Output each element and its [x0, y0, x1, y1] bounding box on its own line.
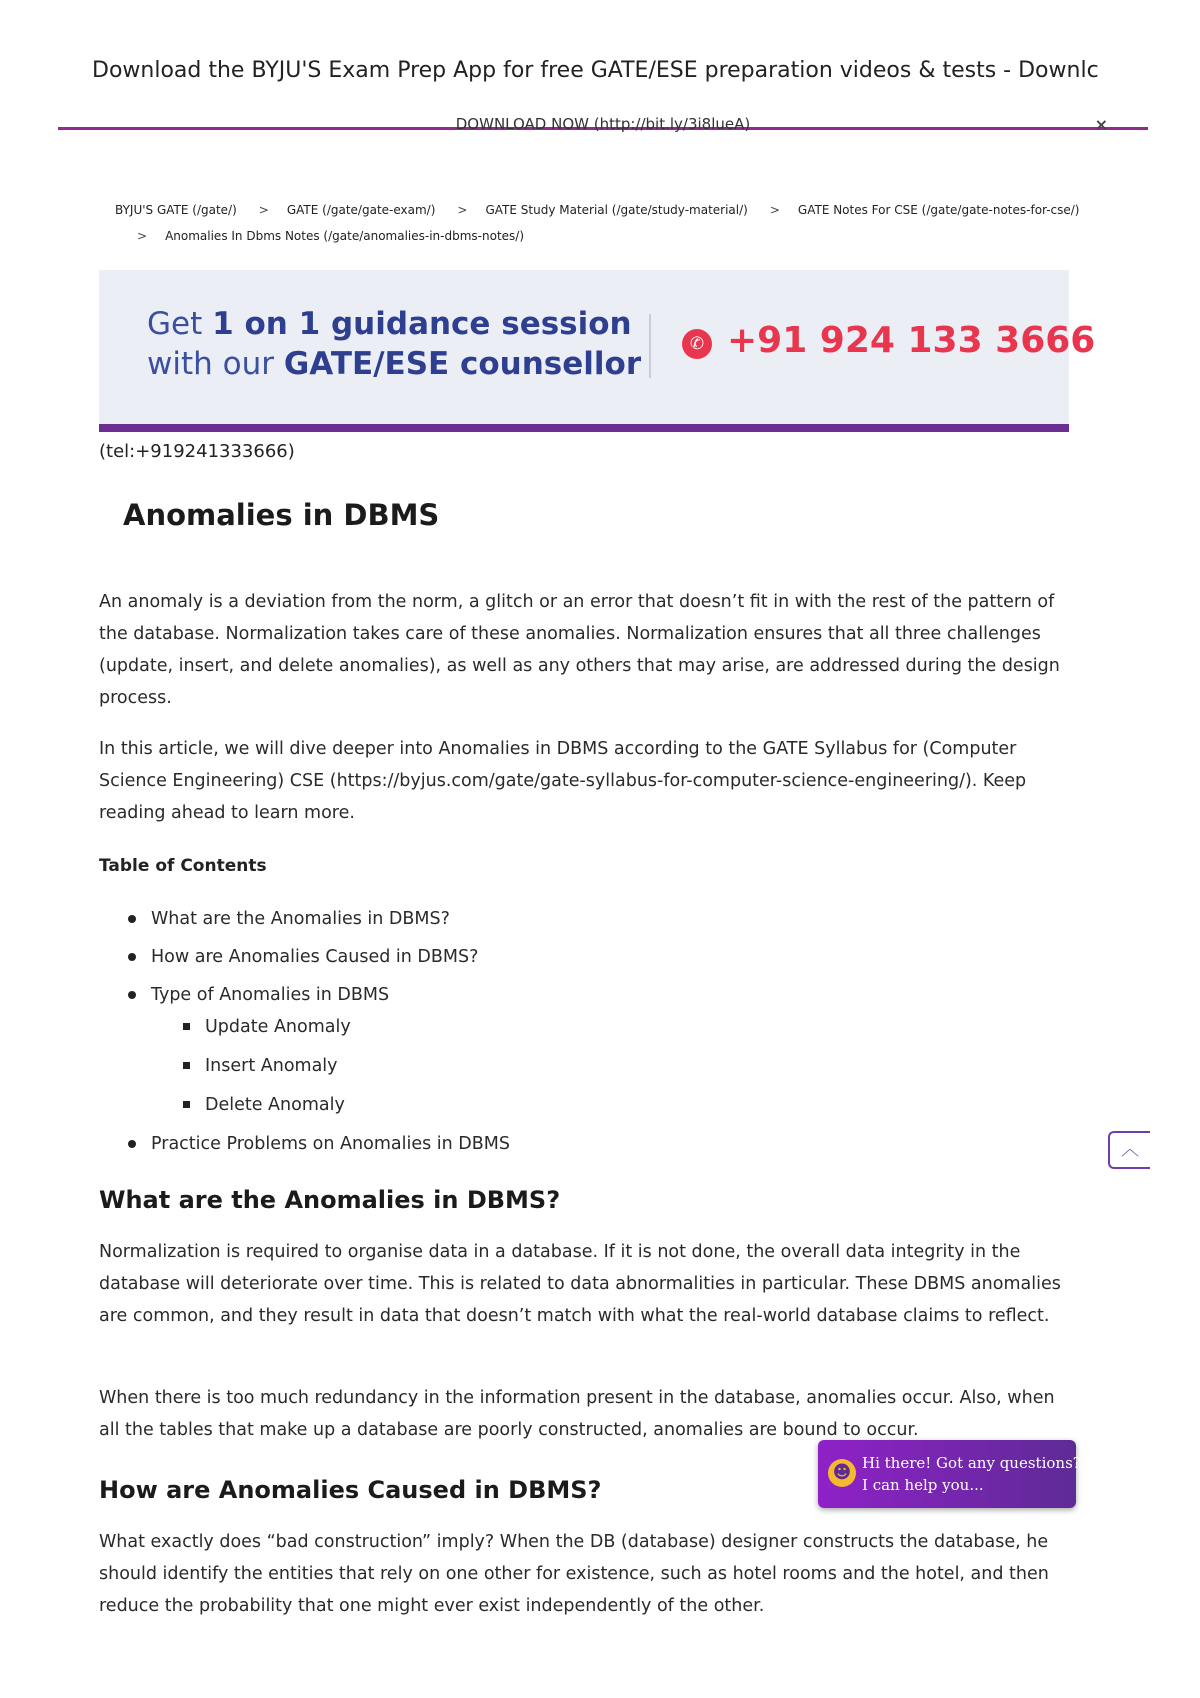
counsellor-promo-banner[interactable] — [99, 270, 1096, 432]
breadcrumb-item-gate-notes-cse[interactable]: GATE Notes For CSE (/gate/gate-notes-for-cse/) — [797, 203, 1080, 217]
promo-line-1-prefix: Get — [147, 306, 213, 342]
tel-link-text[interactable]: (tel:+919241333666) — [99, 441, 295, 462]
promo-line-2-prefix: with our — [147, 346, 284, 382]
promo-line-1 — [147, 306, 632, 342]
toc-item[interactable]: What are the Anomalies in DBMS? — [99, 906, 510, 944]
toc-subitem[interactable]: Delete Anomaly — [99, 1092, 510, 1131]
breadcrumb-separator: > — [769, 203, 780, 217]
breadcrumb-item-study-material[interactable]: GATE Study Material (/gate/study-material/) — [485, 203, 748, 217]
toc-title: Table of Contents — [99, 856, 267, 876]
chat-bot-icon: ☻ — [828, 1459, 856, 1487]
toc-subitem[interactable]: Update Anomaly — [99, 1014, 510, 1053]
promo-line-2-bold: GATE/ESE counsellor — [283, 346, 642, 382]
section-1-paragraph-2: When there is too much redundancy in the information present in the database, anomalies occur. Also, when all the tables that make up a database are poorly constructed, anomalies are bound to occur. — [99, 1388, 1055, 1440]
download-bar — [58, 115, 1148, 139]
section-1-paragraph-1: Normalization is required to organise data in a database. If it is not done, the overall data integrity in the database will deteriorate over time. This is related to data abnormalities in particular. These DBMS anomalies are common, and they result in data that doesn’t match with what the real-world database claims to reflect. — [99, 1242, 1061, 1326]
chat-greeting-line-2: I can help you... — [862, 1476, 984, 1494]
app-download-banner-text: Download the BYJU'S Exam Prep App for free GATE/ESE preparation videos & tests - Downlc — [92, 58, 1099, 83]
toc-item[interactable]: Practice Problems on Anomalies in DBMS — [99, 1131, 510, 1169]
promo-line-2 — [147, 346, 641, 382]
promo-divider — [649, 314, 651, 378]
breadcrumb — [115, 197, 1080, 249]
section-2-paragraph-1: What exactly does “bad construction” imply? When the DB (database) designer constructs the database, he should identify the entities that rely on one other for existence, such as hotel rooms and the hotel, and then reduce the probability that one might ever exist independently of the other. — [99, 1532, 1049, 1616]
toc-item[interactable]: How are Anomalies Caused in DBMS? — [99, 944, 510, 982]
chat-widget[interactable] — [818, 1440, 1081, 1508]
chat-greeting-line-1: Hi there! Got any questions? — [862, 1454, 1081, 1472]
promo-phone-number[interactable]: +91 924 133 3666 — [727, 320, 1096, 361]
breadcrumb-item-anomalies-notes[interactable]: Anomalies In Dbms Notes (/gate/anomalies-in-dbms-notes/) — [165, 229, 525, 243]
chevron-up-icon[interactable]: ︿ — [1108, 1131, 1150, 1169]
section-heading-how-caused: How are Anomalies Caused in DBMS? — [99, 1476, 602, 1504]
download-now-link[interactable]: DOWNLOAD NOW (http://bit.ly/3i8lueA) — [455, 115, 751, 133]
phone-icon: ✆ — [682, 329, 712, 359]
breadcrumb-item-gate[interactable]: GATE (/gate/gate-exam/) — [286, 203, 436, 217]
promo-line-1-bold: 1 on 1 guidance session — [212, 306, 632, 342]
breadcrumb-separator: > — [258, 203, 269, 217]
page-title: Anomalies in DBMS — [123, 498, 440, 532]
intro-paragraph-2: In this article, we will dive deeper into Anomalies in DBMS according to the GATE Syllabus for (Computer Science Engineering) CSE (https://byjus.com/gate/gate-syllabus-for-computer-science-engineering/). Keep reading ahead to learn more. — [99, 739, 1027, 823]
table-of-contents — [99, 906, 510, 1169]
toc-item[interactable]: Type of Anomalies in DBMS — [99, 982, 510, 1014]
breadcrumb-separator: > — [137, 229, 148, 243]
breadcrumb-item-byjus-gate[interactable]: BYJU'S GATE (/gate/) — [115, 203, 237, 217]
close-icon[interactable]: × — [1094, 115, 1108, 134]
section-heading-what-are-anomalies: What are the Anomalies in DBMS? — [99, 1186, 561, 1214]
breadcrumb-separator: > — [457, 203, 468, 217]
toc-subitem[interactable]: Insert Anomaly — [99, 1053, 510, 1092]
intro-paragraph-1: An anomaly is a deviation from the norm, a glitch or an error that doesn’t fit in with the rest of the pattern of the database. Normalization takes care of these anomalies. Normalization ensures that all three challenges (update, insert, and delete anomalies), as well as any others that may arise, are addressed during the design process. — [99, 592, 1060, 708]
